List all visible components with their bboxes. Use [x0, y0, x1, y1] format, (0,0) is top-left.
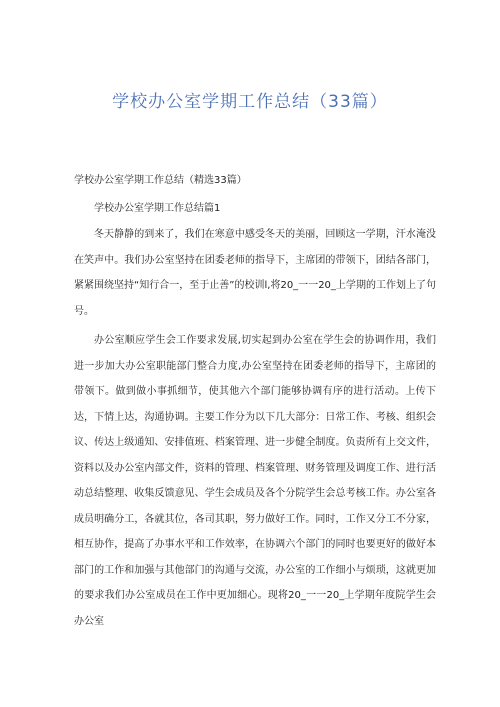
section-heading: 学校办公室学期工作总结篇1: [94, 203, 221, 214]
paragraph-1: 冬天静静的到来了，我们在寒意中感受冬天的美丽，回顾这一学期，汗水淹没在笑声中。我们办公室坚持在团委老师的指导下，主席团的带领下，团结各部门，紧紧围绕坚持“知行合一，至于止善”的校训l,将20_一一20_上学期的工作划上了句号。: [74, 229, 436, 317]
paragraph-2: 办公室顺应学生会工作要求发展,切实起到办公室在学生会的协调作用，我们进一步加大办公室职能部门整合力度,办公室坚持在团委老师的指导下，主席团的带领下。做到做小事抓细节，使其他六个部门能够协调有序的进行活动。上传下达，下情上达，沟通协调。主要工作分为以下几大部分：日常工作、考核、组织会议、传达上级通知、安排值班、档案管理、进一步健全制度。负责所有上交文件，资料以及办公室内部文件，资料的管理、档案管理、财务管理及调度工作、进行活动总结整理、收集反馈意见、学生会成员及各个分院学生会总考核工作。办公室各成员明确分工，各就其位，各司其职，努力做好工作。同时，工作又分工不分家，相互协作，提高了办事水平和工作效率，在协调六个部门的同时也要更好的做好本部门的工作和加强与其他部门的沟通与交流，办公室的工作细小与烦琐，这就更加的要求我们办公室成员在工作中更加细心。现将20_一一20_上学期年度院学生会办公室: [74, 335, 436, 627]
document-body: [74, 170, 436, 634]
document-title: 学校办公室学期工作总结（33篇）: [112, 92, 388, 112]
document-subtitle: 学校办公室学期工作总结（精选33篇）: [74, 175, 247, 186]
